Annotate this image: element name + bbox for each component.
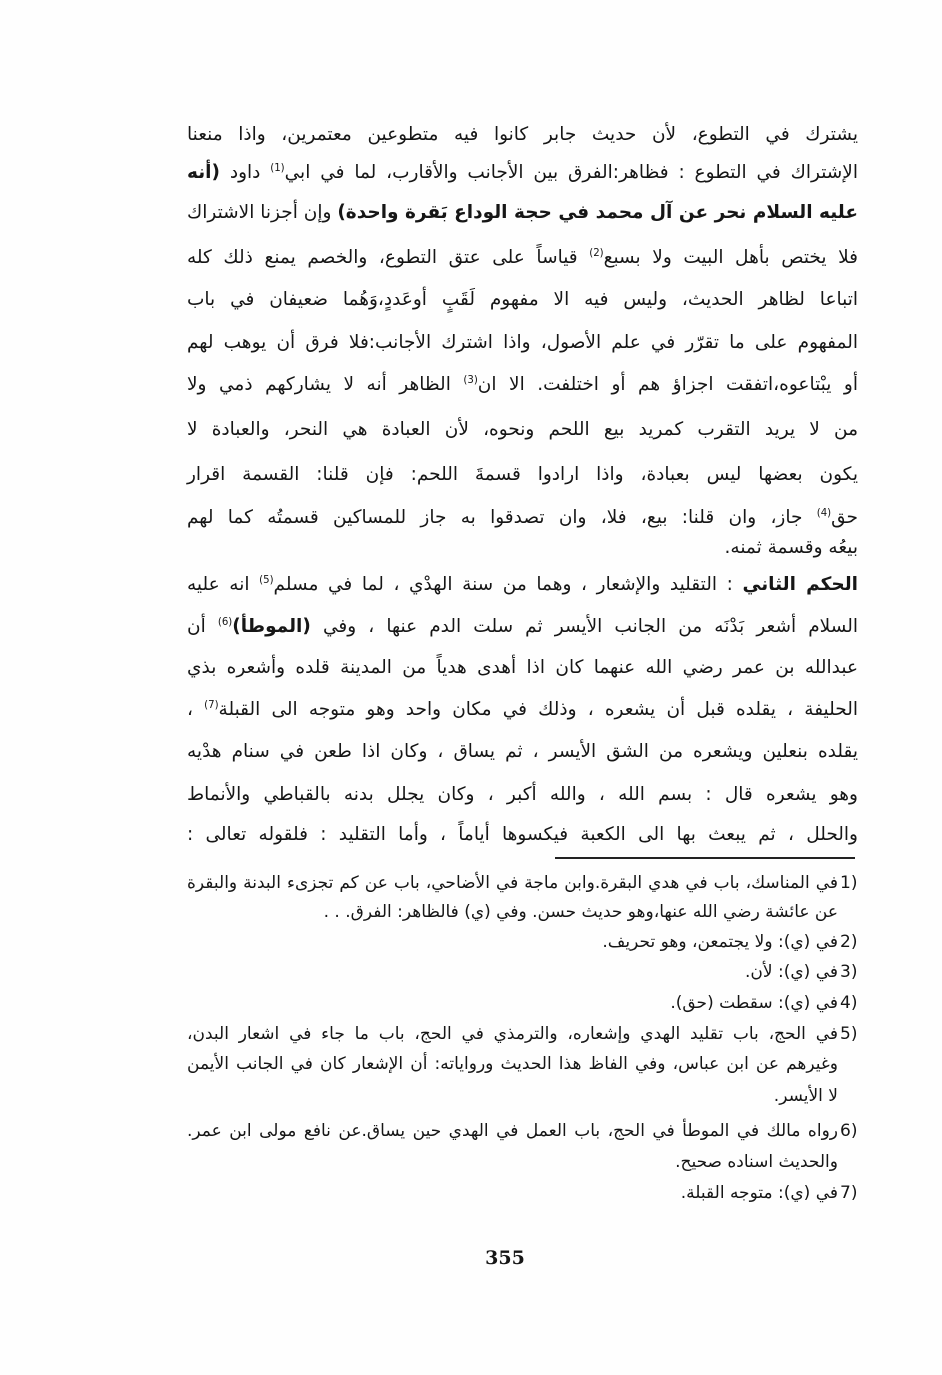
footnote-number: 3) bbox=[840, 962, 858, 982]
body-text: الظاهر أنه لا يشاركهم ذمي ولا bbox=[187, 374, 464, 395]
body-text: فلا يختص بأهل البيت ولا بسبع bbox=[603, 247, 858, 268]
body-line: عبدالله بن عمر رضي الله عنهما كان اذا أهدى هدياً من المدينة قلده وأشعره بذي bbox=[187, 657, 858, 678]
body-text: : التقليد والإشعار ، وهما من سنة الهدْي ، لما في مسلم bbox=[273, 574, 743, 595]
footnote-line: والحديث اسناده صحيح. bbox=[675, 1152, 838, 1172]
body-text: جاز، وان قلنا: بيع، فلا، وان تصدقوا به جاز للمساكين قسمتُه كما لهم bbox=[187, 507, 817, 528]
footnote-line: رواه مالك في الموطأ في الحج، باب العمل في الهدي حين يساق.عن نافع مولى ابن عمر. bbox=[187, 1121, 838, 1141]
book-title: (الموطأ) bbox=[232, 616, 311, 637]
hadith-quote: (أنه bbox=[187, 162, 220, 183]
footnote-ref: (5) bbox=[259, 574, 274, 586]
footnote-line: في المناسك، باب في هدي البقرة.وابن ماجة في الأضاحي، باب عن كم تجزىء البدنة والبقرة bbox=[187, 873, 838, 893]
footnote-ref: (2) bbox=[589, 247, 604, 259]
body-text: وإن أجزنا الاشتراك bbox=[187, 202, 338, 223]
body-line: اتباعا لظاهر الحديث، وليس فيه الا مفهوم لَقَبٍ أوعَددٍ،وَهُما ضعيفان في باب bbox=[187, 289, 858, 310]
body-text: داود bbox=[219, 162, 271, 183]
body-line: يقلده بنعلين ويشعره من الشق الأيسر ، ثم يساق ، وكان اذا طعن في سنام هدْيه bbox=[187, 741, 858, 762]
body-text: الحليفة ، يقلده قبل أن يشعره ، وذلك في مكان واحد وهو متوجه الى القبلة bbox=[218, 699, 858, 720]
footnote-ref: (3) bbox=[463, 374, 478, 386]
footnote-ref: (7) bbox=[204, 699, 219, 711]
body-line: وهو يشعره قال : بسم الله ، والله أكبر ، وكان يجلل بدنه بالقباطي والأنماط bbox=[187, 784, 858, 805]
body-text: أو يبْتاعوه،اتفقت اجزاؤ هم أو اختلفت. الا ان bbox=[477, 374, 858, 395]
body-line: يكون بعضها ليس بعبادة، واذا ارادوا قسمةَ اللحم: فإن قلنا: القسمة اقرار bbox=[187, 464, 858, 485]
body-line bbox=[187, 607, 858, 647]
footnote-ref: (6) bbox=[217, 616, 233, 628]
body-text: الإشتراك في التطوع : فظاهر:الفرق بين الأجانب والأقارب، لما في ابي bbox=[284, 162, 859, 183]
footnote-line: عن عائشة رضي الله عنها،وهو حديث حسن. وفي (ي) فالظاهر: الفرق. . . bbox=[323, 902, 838, 922]
footnote-number: 5) bbox=[840, 1024, 858, 1044]
body-text: ، bbox=[187, 699, 205, 720]
body-line bbox=[187, 565, 858, 605]
footnote-line: وغيرهم عن ابن عباس، وفي الفاظ هذا الحديث ورواياته: أن الإشعار كان في الجانب الأيمن bbox=[187, 1054, 838, 1074]
footnote-ref: (4) bbox=[816, 507, 832, 519]
body-text: أن bbox=[187, 616, 218, 637]
footnote-line: في (ي): متوجه القبلة. bbox=[680, 1183, 838, 1203]
hadith-quote: عليه السلام نحر عن آل محمد في حجة الوداع بَقرة واحدة) bbox=[337, 202, 858, 223]
body-line bbox=[187, 153, 858, 193]
footnote-line: في الحج، باب تقليد الهدي وإشعاره، والترمذي في الحج، باب ما جاء في اشعار البدن، bbox=[187, 1024, 838, 1044]
body-text: السلام أشعر بَدْنَه من الجانب الأيسر ثم سلت الدم عنها ، وفي bbox=[310, 616, 858, 637]
page-number: 355 bbox=[485, 1247, 525, 1269]
footnote-number: 2) bbox=[840, 932, 858, 952]
body-text: حق bbox=[831, 507, 858, 528]
footnote-line: في (ي): لأن. bbox=[745, 962, 838, 982]
body-line bbox=[187, 238, 858, 278]
footnote-number: 4) bbox=[840, 993, 858, 1013]
body-line: من لا يريد التقرب كمريد بيع اللحم ونحوه، لأن العبادة هي النحر، والعبادة لا bbox=[187, 419, 858, 440]
body-line bbox=[187, 690, 858, 730]
body-line: يشترك في التطوع، لأن حديث جابر كانوا فيه متطوعين معتمرين، واذا منعنا bbox=[187, 124, 858, 145]
body-line: والحلل ، ثم يبعث بها الى الكعبة فيكسوها أياماً ، وأما التقليد : فلقوله تعالى : bbox=[187, 824, 858, 845]
body-line bbox=[187, 365, 858, 405]
body-line bbox=[187, 193, 858, 233]
body-line: المفهوم على ما تقرّر في علم الأصول، واذا اشترك الأجانب:فلا فرق أن يوهب لهم bbox=[187, 332, 858, 353]
section-heading: الحكم الثاني bbox=[742, 574, 859, 595]
body-text: قياساً على عتق التطوع، والخصم يمنع ذلك كله bbox=[187, 247, 590, 268]
footnote-line: في (ي): ولا يجتمعن، وهو تحريف. bbox=[602, 932, 838, 952]
footnote-number: 1) bbox=[840, 873, 858, 893]
footnote-number: 7) bbox=[840, 1183, 858, 1203]
footnote-ref: (1) bbox=[270, 162, 285, 174]
footnote-line: لا الأيسر. bbox=[773, 1086, 838, 1106]
footnote-number: 6) bbox=[840, 1121, 858, 1141]
body-text: انه عليه bbox=[187, 574, 260, 595]
body-line: بيعُه وقسمة ثمنه. bbox=[724, 537, 858, 558]
footnote-separator bbox=[555, 857, 855, 859]
footnote-line: في (ي): سقطت (حق). bbox=[670, 993, 838, 1013]
